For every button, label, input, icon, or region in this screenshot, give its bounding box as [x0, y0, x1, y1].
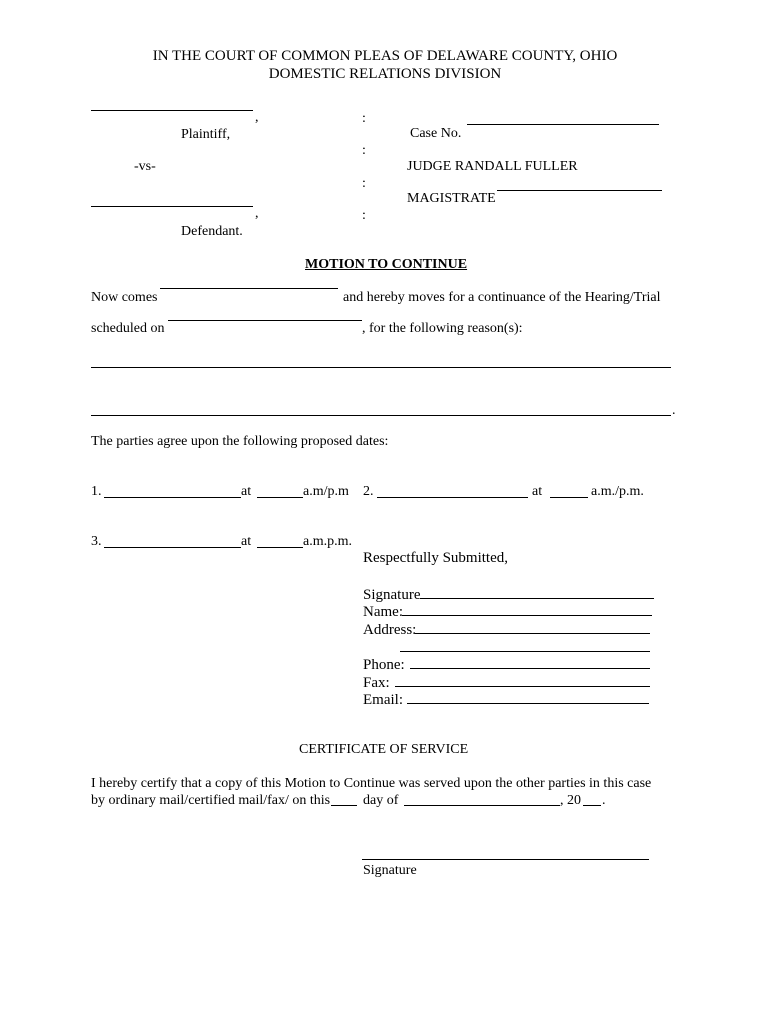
- date-1-line[interactable]: [104, 497, 241, 498]
- certificate-heading: CERTIFICATE OF SERVICE: [299, 742, 469, 757]
- fax-line[interactable]: [395, 686, 650, 687]
- magistrate-label: MAGISTRATE: [407, 191, 496, 206]
- certificate-signature-label: Signature: [363, 863, 417, 878]
- service-month-line[interactable]: [404, 805, 560, 806]
- phone-line[interactable]: [410, 668, 650, 669]
- reason-line-1[interactable]: [91, 367, 671, 368]
- date-2-number: 2.: [363, 484, 374, 499]
- plaintiff-name-line[interactable]: [91, 110, 253, 111]
- certificate-line-2c: , 20: [560, 793, 581, 808]
- movant-name-line[interactable]: [160, 288, 338, 289]
- fax-label: Fax:: [363, 675, 390, 691]
- address-label: Address:: [363, 622, 417, 638]
- motion-title: MOTION TO CONTINUE: [305, 257, 468, 272]
- date-2-ampm: a.m./p.m.: [591, 484, 644, 499]
- moves-text: and hereby moves for a continuance of the Hearing/Trial: [343, 290, 661, 305]
- defendant-name-line[interactable]: [91, 206, 253, 207]
- reason-line-2[interactable]: [91, 415, 671, 416]
- certificate-signature-line[interactable]: [362, 859, 649, 860]
- email-label: Email:: [363, 692, 403, 708]
- email-line[interactable]: [407, 703, 649, 704]
- name-line[interactable]: [402, 615, 652, 616]
- magistrate-line[interactable]: [497, 190, 662, 191]
- time-3-line[interactable]: [257, 547, 303, 548]
- date-3-ampm: a.m.p.m.: [303, 534, 352, 549]
- judge-name: JUDGE RANDALL FULLER: [407, 159, 578, 174]
- caption-colon: :: [362, 111, 366, 126]
- address-line-2[interactable]: [400, 651, 650, 652]
- date-3-line[interactable]: [104, 547, 241, 548]
- time-1-line[interactable]: [257, 497, 303, 498]
- date-2-at: at: [532, 484, 543, 499]
- scheduled-date-line[interactable]: [168, 320, 362, 321]
- date-2-line[interactable]: [377, 497, 528, 498]
- scheduled-on-text: scheduled on: [91, 321, 165, 336]
- defendant-comma: ,: [255, 206, 259, 221]
- service-year-line[interactable]: [583, 805, 601, 806]
- certificate-line-1: I hereby certify that a copy of this Motion to Continue was served upon the other parties in this case: [91, 776, 652, 791]
- agree-text: The parties agree upon the following proposed dates:: [91, 434, 389, 449]
- time-2-line[interactable]: [550, 497, 588, 498]
- caption-colon: :: [362, 176, 366, 191]
- name-label: Name:: [363, 604, 403, 620]
- certificate-line-2b: day of: [363, 793, 399, 808]
- now-comes-text: Now comes: [91, 290, 158, 305]
- date-1-at: at: [241, 484, 252, 499]
- plaintiff-label: Plaintiff,: [181, 127, 231, 142]
- court-name-line: IN THE COURT OF COMMON PLEAS OF DELAWARE COUNTY, OHIO: [152, 48, 618, 64]
- certificate-line-2d: .: [602, 793, 606, 808]
- date-3-at: at: [241, 534, 252, 549]
- reasons-text: , for the following reason(s):: [362, 321, 523, 336]
- vs-label: -vs-: [134, 159, 156, 174]
- phone-label: Phone:: [363, 657, 405, 673]
- caption-colon: :: [362, 208, 366, 223]
- signature-line[interactable]: [420, 598, 654, 599]
- plaintiff-comma: ,: [255, 110, 259, 125]
- respectfully-submitted: Respectfully Submitted,: [363, 550, 508, 566]
- address-line-1[interactable]: [415, 633, 650, 634]
- certificate-line-2a: by ordinary mail/certified mail/fax/ on this: [91, 793, 331, 808]
- defendant-label: Defendant.: [181, 224, 243, 239]
- case-no-label: Case No.: [410, 126, 462, 141]
- case-no-line[interactable]: [467, 124, 659, 125]
- service-day-line[interactable]: [331, 805, 357, 806]
- reason-period: .: [672, 403, 676, 418]
- date-3-number: 3.: [91, 534, 102, 549]
- caption-colon: :: [362, 143, 366, 158]
- signature-label: Signature: [363, 587, 421, 603]
- division-line: DOMESTIC RELATIONS DIVISION: [268, 66, 502, 82]
- date-1-ampm: a.m/p.m: [303, 484, 349, 499]
- date-1-number: 1.: [91, 484, 102, 499]
